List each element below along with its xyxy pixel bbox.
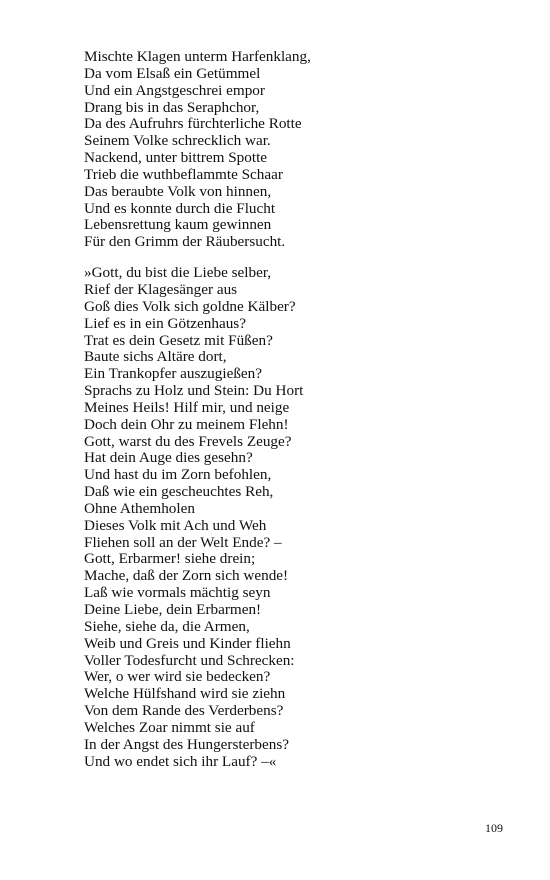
poem-line: Meines Heils! Hilf mir, und neige (84, 398, 290, 416)
poem-line: Nackend, unter bittrem Spotte (84, 149, 268, 167)
poem-line: Deine Liebe, dein Erbarmen! (84, 601, 262, 618)
poem-line: »Gott, du bist die Liebe selber, (84, 264, 272, 282)
poem-line: Da vom Elsaß ein Getümmel (84, 64, 261, 82)
poem-line: Goß dies Volk sich goldne Kälber? (84, 297, 296, 315)
poem-line: Da des Aufruhrs fürchterliche Rotte (84, 115, 302, 133)
poem-line: Trieb die wuthbeflammte Schaar (84, 165, 283, 183)
poem-line: Mache, daß der Zorn sich wende! (84, 567, 289, 585)
poem-line: Fliehen soll an der Welt Ende? – (84, 533, 282, 551)
poem-line: Lebensrettung kaum gewinnen (84, 216, 272, 234)
poem-line: Sprachs zu Holz und Stein: Du Hort (84, 382, 304, 400)
poem-line: Dieses Volk mit Ach und Weh (84, 516, 267, 534)
poem-line: Trat es dein Gesetz mit Füßen? (84, 331, 273, 349)
poem-line: Ein Trankopfer auszugießen? (84, 365, 262, 383)
poem-line: Gott, Erbarmer! siehe drein; (84, 550, 256, 568)
poem-line: Baute sichs Altäre dort, (84, 348, 227, 366)
page-number: 109 (485, 821, 503, 835)
poem-line: In der Angst des Hungersterbens? (84, 735, 289, 753)
poem-line: Doch dein Ohr zu meinem Flehn! (84, 415, 289, 433)
poem-line: Voller Todesfurcht und Schrecken: (84, 651, 295, 669)
poem-line: Drang bis in das Seraphchor, (84, 98, 260, 116)
poem-line: Und hast du im Zorn befohlen, (84, 466, 272, 484)
poem-line: Seinem Volke schrecklich war. (84, 132, 271, 150)
poem-line: Mischte Klagen unterm Harfenklang, (84, 48, 311, 65)
poem-text (84, 49, 504, 770)
stanza-2 (84, 265, 504, 770)
poem-line: Welche Hülfshand wird sie ziehn (84, 685, 286, 703)
stanza-1 (84, 49, 504, 251)
poem-line: Laß wie vormals mächtig seyn (84, 584, 271, 602)
poem-line: Wer, o wer wird sie bedecken? (84, 668, 271, 686)
poem-line: Lief es in ein Götzenhaus? (84, 314, 246, 332)
poem-line: Daß wie ein gescheuchtes Reh, (84, 483, 274, 501)
poem-line: Für den Grimm der Räubersucht. (84, 233, 286, 251)
poem-line: Ohne Athemholen (84, 499, 195, 517)
poem-line: Von dem Rande des Verderbens? (84, 702, 284, 720)
poem-line: Das beraubte Volk von hinnen, (84, 182, 272, 200)
poem-line: Siehe, siehe da, die Armen, (84, 617, 250, 635)
poem-line: Und ein Angstgeschrei empor (84, 81, 265, 99)
poem-line: Weib und Greis und Kinder fliehn (84, 634, 291, 652)
poem-line: Rief der Klagesänger aus (84, 280, 238, 298)
poem-line: Gott, warst du des Frevels Zeuge? (84, 432, 292, 450)
poem-line: Und es konnte durch die Flucht (84, 199, 276, 217)
poem-line: Hat dein Auge dies gesehn? (84, 449, 253, 467)
poem-line: Und wo endet sich ihr Lauf? –« (84, 752, 277, 770)
poem-line: Welches Zoar nimmt sie auf (84, 718, 255, 736)
